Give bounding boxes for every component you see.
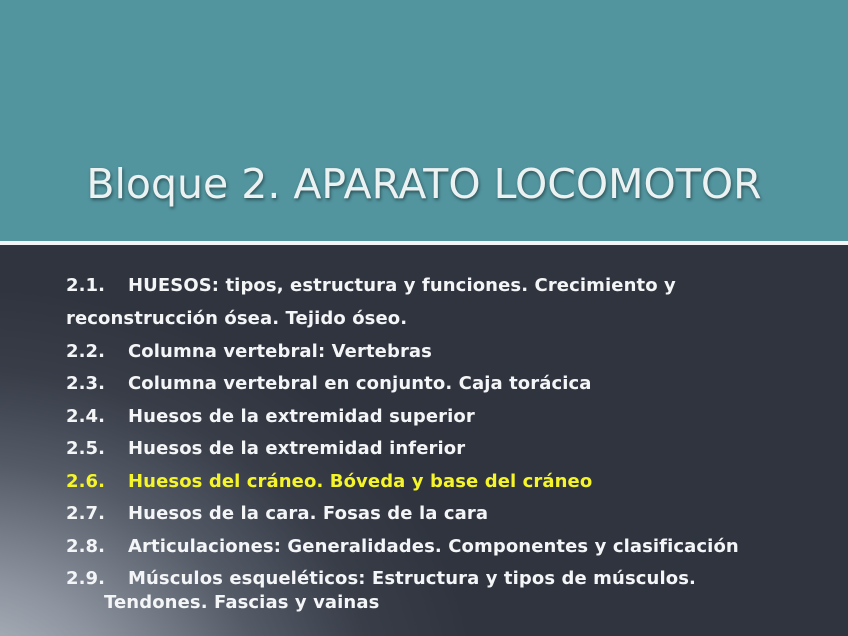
- item-number: 2.2.: [66, 340, 106, 362]
- item-text: Músculos esqueléticos: Estructura y tipos de músculos.: [128, 568, 696, 589]
- item-text: Huesos de la cara. Fosas de la cara: [128, 503, 489, 524]
- list-item: [66, 273, 836, 306]
- list-item: [66, 306, 836, 339]
- item-text: Columna vertebral en conjunto. Caja torácica: [128, 373, 592, 394]
- list-item: [66, 436, 836, 469]
- item-number: 2.5.: [66, 438, 106, 459]
- list-item: [66, 339, 836, 372]
- list-item-continuation: [66, 590, 836, 616]
- item-text: Articulaciones: Generalidades. Componentes y clasificación: [128, 535, 739, 557]
- item-number: 2.8.: [66, 535, 106, 557]
- list-item: [66, 534, 836, 567]
- topic-list: [66, 273, 836, 616]
- item-text: Tendones. Fascias y vainas: [104, 592, 380, 613]
- item-text: Huesos de la extremidad superior: [128, 405, 475, 427]
- item-number: 2.7.: [66, 503, 106, 524]
- list-item: [66, 371, 836, 404]
- item-number: 2.4.: [66, 405, 106, 427]
- item-text: Huesos de la extremidad inferior: [128, 438, 466, 459]
- item-text: HUESOS: tipos, estructura y funciones. Crecimiento y: [128, 275, 676, 296]
- item-number: 2.3.: [66, 373, 106, 394]
- item-text: reconstrucción ósea. Tejido óseo.: [66, 308, 408, 329]
- item-number: 2.6.: [66, 470, 106, 492]
- list-item: [66, 404, 836, 437]
- slide-title: Bloque 2. APARATO LOCOMOTOR: [86, 160, 762, 208]
- item-number: 2.1.: [66, 275, 106, 296]
- title-band: [0, 0, 848, 241]
- item-text: Columna vertebral: Vertebras: [128, 340, 432, 362]
- list-item-highlighted: [66, 469, 836, 502]
- item-number: 2.9.: [66, 568, 106, 589]
- list-item: [66, 501, 836, 534]
- list-item: [66, 566, 836, 590]
- item-text: Huesos del cráneo. Bóveda y base del cráneo: [128, 470, 593, 492]
